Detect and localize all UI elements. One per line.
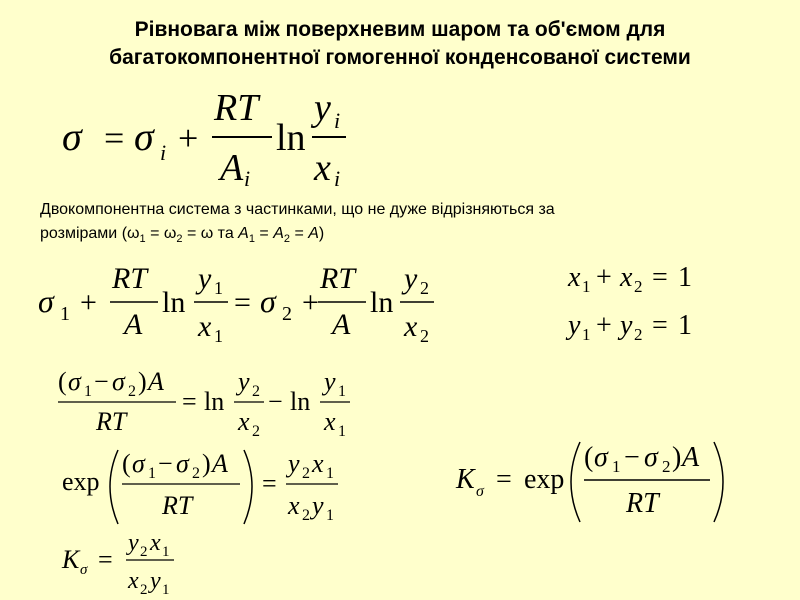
svg-text:1: 1 [162, 544, 170, 560]
svg-text:ln: ln [162, 286, 186, 319]
svg-text:x: x [324, 407, 336, 436]
svg-text:2: 2 [252, 423, 260, 440]
svg-text:1: 1 [214, 326, 223, 346]
svg-text:1: 1 [84, 383, 92, 400]
svg-text:x: x [314, 147, 331, 189]
svg-text:x: x [568, 262, 581, 293]
title-line-1: Рівновага між поверхневим шаром та об'ємом для [134, 18, 666, 41]
svg-text:A: A [148, 367, 164, 396]
svg-text:A: A [332, 308, 351, 341]
svg-text:−: − [624, 442, 640, 473]
svg-text:1: 1 [326, 507, 334, 524]
svg-text:σ: σ [132, 449, 145, 478]
svg-text:+: + [596, 310, 612, 341]
svg-text:x: x [312, 449, 324, 478]
svg-text:y: y [620, 310, 633, 341]
svg-text:i: i [160, 140, 167, 165]
svg-text:i: i [334, 166, 341, 191]
svg-text:ln: ln [370, 286, 394, 319]
svg-text:exp: exp [524, 464, 565, 495]
svg-text:(: ( [584, 442, 594, 473]
svg-text:A: A [212, 449, 228, 478]
svg-text:σ: σ [594, 442, 608, 473]
svg-text:(: ( [58, 367, 67, 396]
svg-text:RT: RT [320, 262, 356, 295]
svg-text:σ: σ [260, 283, 276, 319]
svg-text:A: A [682, 442, 700, 473]
svg-text:ln: ln [204, 387, 225, 416]
svg-text:1: 1 [60, 303, 70, 325]
svg-text:2: 2 [302, 465, 310, 482]
svg-text:1: 1 [162, 582, 170, 598]
title-line-2: багатокомпонентної гомогенної конденсованої системи [109, 46, 691, 69]
svg-text:y: y [238, 367, 250, 396]
svg-text:1: 1 [338, 383, 346, 400]
svg-text:RT: RT [626, 488, 659, 519]
svg-text:y: y [128, 530, 139, 556]
formula-equality [38, 262, 438, 352]
svg-text:x: x [288, 491, 300, 520]
svg-text:2: 2 [634, 325, 643, 344]
svg-text:=: = [652, 262, 668, 293]
svg-text:1: 1 [582, 277, 591, 296]
svg-text:exp: exp [62, 467, 100, 496]
svg-text:σ: σ [68, 367, 81, 396]
sigma-symbol: σ [62, 114, 82, 159]
svg-text:1: 1 [214, 278, 223, 298]
svg-text:y: y [324, 367, 336, 396]
svg-text:−: − [268, 387, 283, 416]
svg-text:2: 2 [252, 383, 260, 400]
svg-text:ln: ln [290, 387, 311, 416]
svg-text:2: 2 [420, 278, 429, 298]
svg-text:): ) [138, 367, 147, 396]
svg-text:σ: σ [644, 442, 658, 473]
svg-text:ln: ln [276, 117, 306, 159]
svg-text:x: x [198, 310, 212, 343]
svg-text:K: K [456, 464, 475, 495]
svg-text:2: 2 [662, 457, 671, 476]
svg-text:1: 1 [612, 457, 621, 476]
svg-text:RT: RT [112, 262, 148, 295]
svg-text:2: 2 [282, 303, 292, 325]
svg-text:x: x [620, 262, 633, 293]
svg-text:2: 2 [128, 383, 136, 400]
intro-text [40, 198, 740, 251]
svg-text:A: A [124, 308, 143, 341]
svg-text:i: i [244, 166, 251, 191]
formula-difference [58, 366, 358, 446]
svg-text:=: = [652, 310, 668, 341]
formula-k-sigma-ratio [62, 530, 212, 600]
svg-text:i: i [334, 108, 341, 133]
svg-text:2: 2 [192, 465, 200, 482]
svg-text:=: = [496, 464, 512, 495]
intro-line-2: розмірами ($\omega_1 = \omega_2 = \omega$ та $A_1 = A_2 = A$) [40, 225, 325, 246]
svg-text:x: x [404, 310, 418, 343]
formula-general [62, 88, 362, 198]
svg-text:RT: RT [162, 491, 193, 520]
svg-text:+: + [80, 286, 97, 319]
svg-text:x: x [128, 568, 139, 594]
svg-text:RT: RT [214, 87, 259, 129]
svg-text:K: K [62, 545, 80, 574]
svg-text:σ: σ [38, 283, 54, 319]
svg-text:): ) [202, 449, 211, 478]
svg-text:A: A [220, 147, 244, 189]
svg-text:1: 1 [678, 310, 692, 341]
svg-text:x: x [150, 530, 161, 556]
svg-text:1: 1 [678, 262, 692, 293]
svg-text:2: 2 [302, 507, 310, 524]
svg-text:−: − [158, 449, 173, 478]
slide-title [0, 16, 800, 72]
svg-text:1: 1 [338, 423, 346, 440]
svg-text:y: y [568, 310, 581, 341]
svg-text:2: 2 [420, 326, 429, 346]
svg-text:=: = [262, 469, 277, 498]
svg-text:σ: σ [134, 114, 154, 159]
svg-text:=: = [182, 387, 197, 416]
intro-line-1: Двокомпонентна система з частинками, що не дуже відрізняються за [40, 201, 555, 218]
svg-text:+: + [596, 262, 612, 293]
svg-text:RT: RT [96, 407, 127, 436]
svg-text:2: 2 [140, 544, 148, 560]
svg-text:+: + [302, 286, 319, 319]
svg-text:1: 1 [326, 465, 334, 482]
svg-text:=: = [104, 118, 125, 158]
svg-text:+: + [178, 118, 199, 158]
svg-text:2: 2 [140, 582, 148, 598]
svg-text:y: y [198, 262, 212, 295]
svg-text:y: y [404, 262, 418, 295]
svg-text:2: 2 [634, 277, 643, 296]
svg-text:1: 1 [582, 325, 591, 344]
svg-text:(: ( [122, 449, 131, 478]
svg-text:σ: σ [80, 562, 88, 578]
svg-text:y: y [312, 491, 324, 520]
svg-text:y: y [150, 568, 161, 594]
svg-text:y: y [288, 449, 300, 478]
svg-text:σ: σ [476, 483, 484, 500]
svg-text:=: = [98, 545, 113, 574]
formula-k-sigma-exp [456, 436, 736, 526]
svg-text:σ: σ [176, 449, 189, 478]
svg-text:y: y [314, 87, 331, 129]
svg-text:σ: σ [112, 367, 125, 396]
formula-mole-fractions [568, 258, 708, 348]
svg-text:=: = [234, 286, 251, 319]
svg-text:): ) [672, 442, 682, 473]
svg-text:1: 1 [148, 465, 156, 482]
svg-text:−: − [94, 367, 109, 396]
formula-exp-ratio [62, 444, 362, 534]
svg-text:x: x [238, 407, 250, 436]
